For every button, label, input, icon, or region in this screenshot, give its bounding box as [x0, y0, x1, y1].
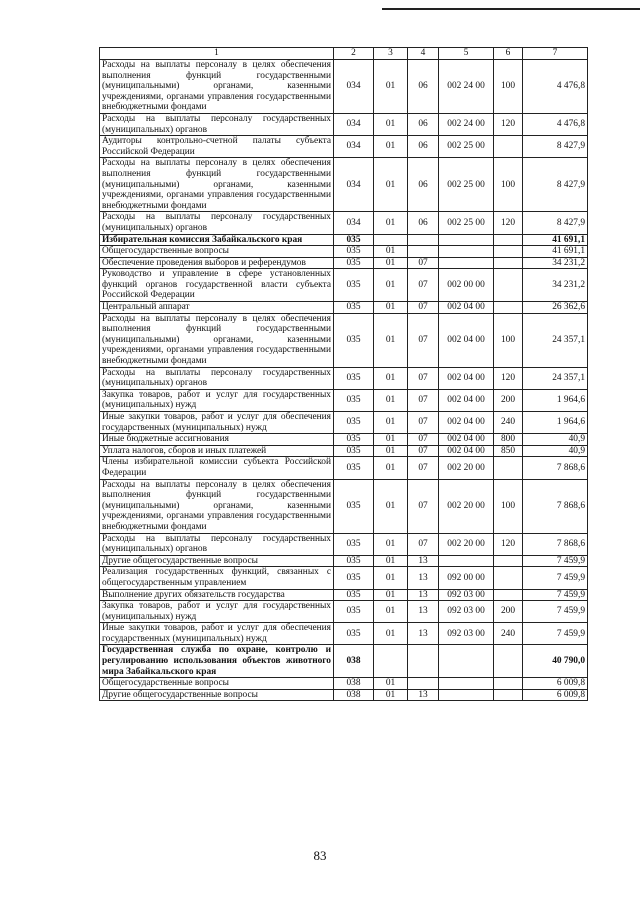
section-code: 01 [374, 567, 408, 589]
amount: 7 459,9 [523, 555, 588, 567]
row-name: Иные бюджетные ассигнования [100, 434, 334, 446]
ministry-code: 038 [334, 645, 374, 678]
ministry-code: 035 [334, 412, 374, 434]
expense-kind-code: 120 [494, 367, 523, 389]
row-name: Общегосударственные вопросы [100, 246, 334, 258]
row-name: Расходы на выплаты персоналу государственных (муниципальных) органов [100, 533, 334, 555]
subsection-code [408, 234, 439, 246]
table-row [100, 302, 588, 314]
section-code: 01 [374, 457, 408, 479]
section-code: 01 [374, 212, 408, 234]
ministry-code: 035 [334, 533, 374, 555]
ministry-code: 035 [334, 367, 374, 389]
ministry-code: 035 [334, 479, 374, 533]
section-code: 01 [374, 389, 408, 411]
amount: 40,9 [523, 445, 588, 457]
expense-kind-code [494, 678, 523, 690]
amount: 1 964,6 [523, 389, 588, 411]
expense-kind-code: 100 [494, 479, 523, 533]
amount: 4 476,8 [523, 60, 588, 114]
expense-kind-code [494, 257, 523, 269]
subsection-code: 07 [408, 457, 439, 479]
subsection-code [408, 678, 439, 690]
header-cell: 2 [334, 48, 374, 60]
ministry-code: 035 [334, 601, 374, 623]
subsection-code: 06 [408, 212, 439, 234]
section-code: 01 [374, 269, 408, 302]
subsection-code: 13 [408, 689, 439, 701]
top-rule [382, 8, 640, 10]
table-row [100, 689, 588, 701]
expense-kind-code: 850 [494, 445, 523, 457]
expense-kind-code: 200 [494, 601, 523, 623]
row-name: Иные закупки товаров, работ и услуг для обеспечения государственных (муниципальных) нужд [100, 623, 334, 645]
expense-kind-code [494, 234, 523, 246]
expense-kind-code [494, 589, 523, 601]
header-cell: 4 [408, 48, 439, 60]
subsection-code: 07 [408, 302, 439, 314]
section-code: 01 [374, 113, 408, 135]
subsection-code: 07 [408, 412, 439, 434]
expense-kind-code [494, 246, 523, 258]
article-code: 002 04 00 [439, 445, 494, 457]
section-code: 01 [374, 434, 408, 446]
table-row [100, 113, 588, 135]
section-code: 01 [374, 533, 408, 555]
amount: 7 459,9 [523, 623, 588, 645]
amount: 34 231,2 [523, 257, 588, 269]
ministry-code: 035 [334, 246, 374, 258]
ministry-code: 035 [334, 589, 374, 601]
article-code: 002 20 00 [439, 533, 494, 555]
row-name: Закупка товаров, работ и услуг для государственных (муниципальных) нужд [100, 389, 334, 411]
article-code: 002 04 00 [439, 302, 494, 314]
article-code: 002 20 00 [439, 457, 494, 479]
section-code: 01 [374, 479, 408, 533]
subsection-code: 07 [408, 533, 439, 555]
expense-kind-code: 120 [494, 212, 523, 234]
budget-table [99, 47, 588, 701]
article-code [439, 246, 494, 258]
table-row [100, 367, 588, 389]
section-code: 01 [374, 60, 408, 114]
header-cell: 1 [100, 48, 334, 60]
table-row [100, 234, 588, 246]
ministry-code: 035 [334, 389, 374, 411]
subsection-code: 07 [408, 434, 439, 446]
row-name: Избирательная комиссия Забайкальского края [100, 234, 334, 246]
amount: 41 691,1 [523, 246, 588, 258]
expense-kind-code: 100 [494, 158, 523, 212]
section-code: 01 [374, 555, 408, 567]
section-code: 01 [374, 302, 408, 314]
expense-kind-code: 100 [494, 313, 523, 367]
table-row [100, 257, 588, 269]
section-code: 01 [374, 367, 408, 389]
row-name: Расходы на выплаты персоналу государственных (муниципальных) органов [100, 212, 334, 234]
ministry-code: 035 [334, 234, 374, 246]
row-name: Расходы на выплаты персоналу государственных (муниципальных) органов [100, 113, 334, 135]
table-row [100, 212, 588, 234]
header-row [100, 48, 588, 60]
article-code: 002 25 00 [439, 158, 494, 212]
ministry-code: 035 [334, 269, 374, 302]
amount: 7 868,6 [523, 533, 588, 555]
section-code: 01 [374, 136, 408, 158]
table-body [100, 48, 588, 701]
amount: 41 691,1 [523, 234, 588, 246]
article-code: 002 20 00 [439, 479, 494, 533]
article-code: 002 25 00 [439, 136, 494, 158]
amount: 34 231,2 [523, 269, 588, 302]
amount: 7 459,9 [523, 589, 588, 601]
article-code: 002 24 00 [439, 60, 494, 114]
table-row [100, 589, 588, 601]
amount: 24 357,1 [523, 313, 588, 367]
subsection-code: 13 [408, 623, 439, 645]
section-code: 01 [374, 601, 408, 623]
section-code: 01 [374, 313, 408, 367]
amount: 8 427,9 [523, 136, 588, 158]
section-code: 01 [374, 158, 408, 212]
amount: 7 868,6 [523, 457, 588, 479]
article-code: 002 04 00 [439, 389, 494, 411]
article-code: 002 25 00 [439, 212, 494, 234]
subsection-code [408, 645, 439, 678]
table-row [100, 60, 588, 114]
expense-kind-code: 240 [494, 412, 523, 434]
table-row [100, 601, 588, 623]
section-code: 01 [374, 412, 408, 434]
ministry-code: 034 [334, 212, 374, 234]
ministry-code: 034 [334, 158, 374, 212]
amount: 7 868,6 [523, 479, 588, 533]
subsection-code: 07 [408, 445, 439, 457]
section-code: 01 [374, 623, 408, 645]
table-row [100, 389, 588, 411]
section-code: 01 [374, 445, 408, 457]
article-code [439, 234, 494, 246]
row-name: Расходы на выплаты персоналу в целях обеспечения выполнения функций государственными (муниципальными) органами, казенными учреждениями, органами управления государственными внебюджетными фондами [100, 313, 334, 367]
header-cell: 5 [439, 48, 494, 60]
amount: 8 427,9 [523, 158, 588, 212]
table-row [100, 623, 588, 645]
subsection-code: 07 [408, 269, 439, 302]
article-code [439, 678, 494, 690]
table-row [100, 434, 588, 446]
ministry-code: 035 [334, 445, 374, 457]
article-code: 092 03 00 [439, 589, 494, 601]
table-row [100, 678, 588, 690]
row-name: Другие общегосударственные вопросы [100, 555, 334, 567]
page-number: 83 [313, 848, 327, 863]
amount: 7 459,9 [523, 601, 588, 623]
ministry-code: 035 [334, 457, 374, 479]
table-row [100, 555, 588, 567]
row-name: Реализация государственных функций, связанных с общегосударственным управлением [100, 567, 334, 589]
table-row [100, 412, 588, 434]
article-code [439, 555, 494, 567]
row-name: Расходы на выплаты персоналу государственных (муниципальных) органов [100, 367, 334, 389]
section-code [374, 234, 408, 246]
amount: 6 009,8 [523, 689, 588, 701]
expense-kind-code [494, 136, 523, 158]
expense-kind-code [494, 302, 523, 314]
amount: 7 459,9 [523, 567, 588, 589]
article-code: 092 03 00 [439, 601, 494, 623]
amount: 26 362,6 [523, 302, 588, 314]
subsection-code: 13 [408, 601, 439, 623]
expense-kind-code: 200 [494, 389, 523, 411]
section-code: 01 [374, 589, 408, 601]
expense-kind-code: 240 [494, 623, 523, 645]
article-code: 002 04 00 [439, 367, 494, 389]
expense-kind-code [494, 457, 523, 479]
ministry-code: 035 [334, 555, 374, 567]
table-row [100, 533, 588, 555]
table-row [100, 269, 588, 302]
subsection-code: 07 [408, 479, 439, 533]
expense-kind-code [494, 567, 523, 589]
ministry-code: 035 [334, 623, 374, 645]
row-name: Уплата налогов, сборов и иных платежей [100, 445, 334, 457]
row-name: Закупка товаров, работ и услуг для государственных (муниципальных) нужд [100, 601, 334, 623]
table-row [100, 313, 588, 367]
table-row [100, 645, 588, 678]
table-row [100, 445, 588, 457]
row-name: Расходы на выплаты персоналу в целях обеспечения выполнения функций государственными (муниципальными) органами, казенными учреждениями, органами управления государственными внебюджетными фондами [100, 158, 334, 212]
amount: 4 476,8 [523, 113, 588, 135]
article-code: 002 24 00 [439, 113, 494, 135]
ministry-code: 035 [334, 434, 374, 446]
article-code: 002 04 00 [439, 313, 494, 367]
ministry-code: 038 [334, 678, 374, 690]
section-code: 01 [374, 678, 408, 690]
ministry-code: 035 [334, 313, 374, 367]
section-code: 01 [374, 246, 408, 258]
section-code: 01 [374, 689, 408, 701]
row-name: Государственная служба по охране, контролю и регулированию использования объектов животного мира Забайкальского края [100, 645, 334, 678]
subsection-code: 07 [408, 389, 439, 411]
row-name: Обеспечение проведения выборов и референдумов [100, 257, 334, 269]
subsection-code: 13 [408, 555, 439, 567]
header-cell: 6 [494, 48, 523, 60]
header-cell: 7 [523, 48, 588, 60]
expense-kind-code [494, 269, 523, 302]
article-code [439, 689, 494, 701]
table-row [100, 457, 588, 479]
expense-kind-code: 120 [494, 113, 523, 135]
section-code [374, 645, 408, 678]
row-name: Члены избирательной комиссии субъекта Российской Федерации [100, 457, 334, 479]
row-name: Центральный аппарат [100, 302, 334, 314]
row-name: Общегосударственные вопросы [100, 678, 334, 690]
expense-kind-code: 100 [494, 60, 523, 114]
row-name: Руководство и управление в сфере установленных функций органов государственной власти субъекта Российской Федерации [100, 269, 334, 302]
subsection-code: 07 [408, 257, 439, 269]
expense-kind-code [494, 689, 523, 701]
subsection-code [408, 246, 439, 258]
article-code: 092 03 00 [439, 623, 494, 645]
article-code: 092 00 00 [439, 567, 494, 589]
section-code: 01 [374, 257, 408, 269]
amount: 24 357,1 [523, 367, 588, 389]
subsection-code: 06 [408, 136, 439, 158]
amount: 6 009,8 [523, 678, 588, 690]
amount: 8 427,9 [523, 212, 588, 234]
row-name: Расходы на выплаты персоналу в целях обеспечения выполнения функций государственными (муниципальными) органами, казенными учреждениями, органами управления государственными внебюджетными фондами [100, 479, 334, 533]
article-code: 002 04 00 [439, 412, 494, 434]
amount: 40 790,0 [523, 645, 588, 678]
expense-kind-code [494, 645, 523, 678]
row-name: Аудиторы контрольно-счетной палаты субъекта Российской Федерации [100, 136, 334, 158]
table-row [100, 246, 588, 258]
amount: 40,9 [523, 434, 588, 446]
ministry-code: 035 [334, 302, 374, 314]
subsection-code: 13 [408, 567, 439, 589]
subsection-code: 07 [408, 313, 439, 367]
ministry-code: 035 [334, 257, 374, 269]
row-name: Расходы на выплаты персоналу в целях обеспечения выполнения функций государственными (муниципальными) органами, казенными учреждениями, органами управления государственными внебюджетными фондами [100, 60, 334, 114]
subsection-code: 07 [408, 367, 439, 389]
subsection-code: 06 [408, 60, 439, 114]
table-row [100, 479, 588, 533]
table-row [100, 567, 588, 589]
ministry-code: 034 [334, 136, 374, 158]
expense-kind-code: 800 [494, 434, 523, 446]
row-name: Выполнение других обязательств государства [100, 589, 334, 601]
article-code: 002 00 00 [439, 269, 494, 302]
expense-kind-code: 120 [494, 533, 523, 555]
row-name: Другие общегосударственные вопросы [100, 689, 334, 701]
expense-kind-code [494, 555, 523, 567]
ministry-code: 035 [334, 567, 374, 589]
table-row [100, 136, 588, 158]
article-code [439, 257, 494, 269]
header-cell: 3 [374, 48, 408, 60]
amount: 1 964,6 [523, 412, 588, 434]
row-name: Иные закупки товаров, работ и услуг для обеспечения государственных (муниципальных) нужд [100, 412, 334, 434]
article-code [439, 645, 494, 678]
ministry-code: 034 [334, 113, 374, 135]
article-code: 002 04 00 [439, 434, 494, 446]
subsection-code: 06 [408, 158, 439, 212]
table-row [100, 158, 588, 212]
ministry-code: 038 [334, 689, 374, 701]
subsection-code: 13 [408, 589, 439, 601]
subsection-code: 06 [408, 113, 439, 135]
ministry-code: 034 [334, 60, 374, 114]
